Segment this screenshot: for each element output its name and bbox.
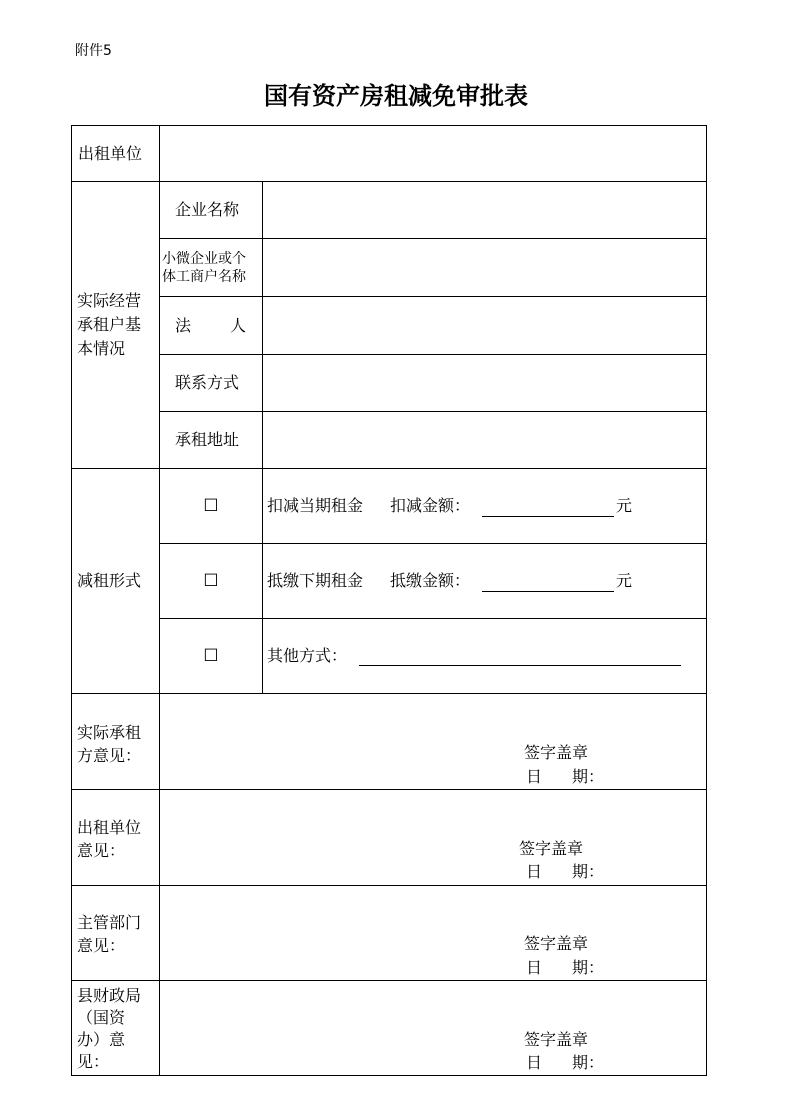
reduction-option-2-method: 抵缴下期租金 [267, 571, 364, 590]
tenant-opinion-label-line2: 方意见： [77, 746, 142, 765]
tenant-opinion-label [77, 721, 141, 767]
reduction-option-1-amount-label: 扣减金额： [390, 496, 471, 515]
reduction-option-2-unit: 元 [616, 571, 633, 590]
reduction-option-1-amount-field[interactable] [482, 516, 614, 517]
lessor-opinion-field[interactable] [160, 790, 706, 885]
reduction-option-2-amount-field[interactable] [482, 591, 614, 592]
legal-person-label-char2: 人 [230, 315, 247, 335]
reduction-option-1-checkbox[interactable]: ☐ [203, 496, 219, 516]
lessor-opinion-date-label-a: 日 [526, 862, 543, 881]
finance-bureau-opinion-field[interactable] [160, 981, 706, 1075]
reduction-option-3-other-field[interactable] [359, 665, 681, 666]
attachment-label: 附件5 [75, 43, 112, 59]
dept-opinion-field[interactable] [160, 886, 706, 980]
finance-bureau-opinion-label [77, 985, 141, 1073]
legal-person-value[interactable] [263, 297, 706, 354]
rent-address-label: 承租地址 [175, 430, 240, 449]
tenant-opinion-date-label-b: 期： [572, 767, 605, 786]
finance-bureau-opinion-label-line2: （国资 [77, 1008, 126, 1027]
tenant-opinion-date-label-a: 日 [526, 767, 543, 786]
dept-opinion-label-line1: 主管部门 [77, 913, 142, 932]
tenant-opinion-field[interactable] [160, 694, 706, 789]
reduction-section-label: 减租形式 [77, 571, 142, 590]
reduction-option-3-method: 其他方式： [267, 646, 348, 665]
tenant-opinion-signature-label: 签字盖章 [524, 743, 589, 762]
finance-bureau-opinion-date-label-a: 日 [526, 1053, 543, 1072]
reduction-option-3-checkbox[interactable]: ☐ [203, 646, 219, 666]
finance-bureau-opinion-label-line3: 办）意 [77, 1030, 126, 1049]
reduction-option-1-method: 扣减当期租金 [267, 496, 364, 515]
lessor-opinion-label-line1: 出租单位 [77, 818, 142, 837]
small-business-name-label [162, 239, 262, 296]
page-title: 国有资产房租减免审批表 [264, 81, 528, 110]
company-name-label: 企业名称 [175, 200, 240, 219]
dept-opinion-date-label-b: 期： [572, 958, 605, 977]
lessor-value[interactable] [160, 126, 706, 181]
finance-bureau-opinion-label-line4: 见： [77, 1052, 110, 1071]
finance-bureau-opinion-label-line1: 县财政局 [77, 986, 142, 1005]
contact-label: 联系方式 [175, 373, 240, 392]
reduction-option-2-checkbox[interactable]: ☐ [203, 571, 219, 591]
small-business-name-label-line1: 小微企业或个 [162, 250, 246, 267]
finance-bureau-opinion-signature-label: 签字盖章 [524, 1030, 589, 1049]
lessor-opinion-date-label-b: 期： [572, 862, 605, 881]
reduction-option-1-unit: 元 [616, 496, 633, 515]
small-business-name-value[interactable] [263, 239, 706, 296]
finance-bureau-opinion-date-label-b: 期： [572, 1053, 605, 1072]
reduction-option-2-amount-label: 抵缴金额： [390, 571, 471, 590]
lessor-opinion-label-line2: 意见： [77, 841, 126, 860]
small-business-name-label-line2: 体工商户名称 [162, 268, 246, 285]
legal-person-label-char1: 法 [175, 315, 192, 335]
legal-person-label [160, 297, 262, 354]
dept-opinion-signature-label: 签字盖章 [524, 934, 589, 953]
tenant-section-label: 实际经营承租户基本情况 [77, 291, 142, 358]
lessor-label: 出租单位 [78, 143, 143, 163]
dept-opinion-date-label-a: 日 [526, 958, 543, 977]
rent-address-value[interactable] [263, 412, 706, 468]
dept-opinion-label-line2: 意见： [77, 936, 126, 955]
company-name-value[interactable] [263, 182, 706, 238]
tenant-opinion-label-line1: 实际承租 [77, 723, 142, 742]
lessor-opinion-signature-label: 签字盖章 [519, 839, 584, 858]
lessor-opinion-label [77, 816, 141, 862]
dept-opinion-label [77, 911, 141, 957]
contact-value[interactable] [263, 355, 706, 411]
approval-form-table [71, 125, 707, 1076]
